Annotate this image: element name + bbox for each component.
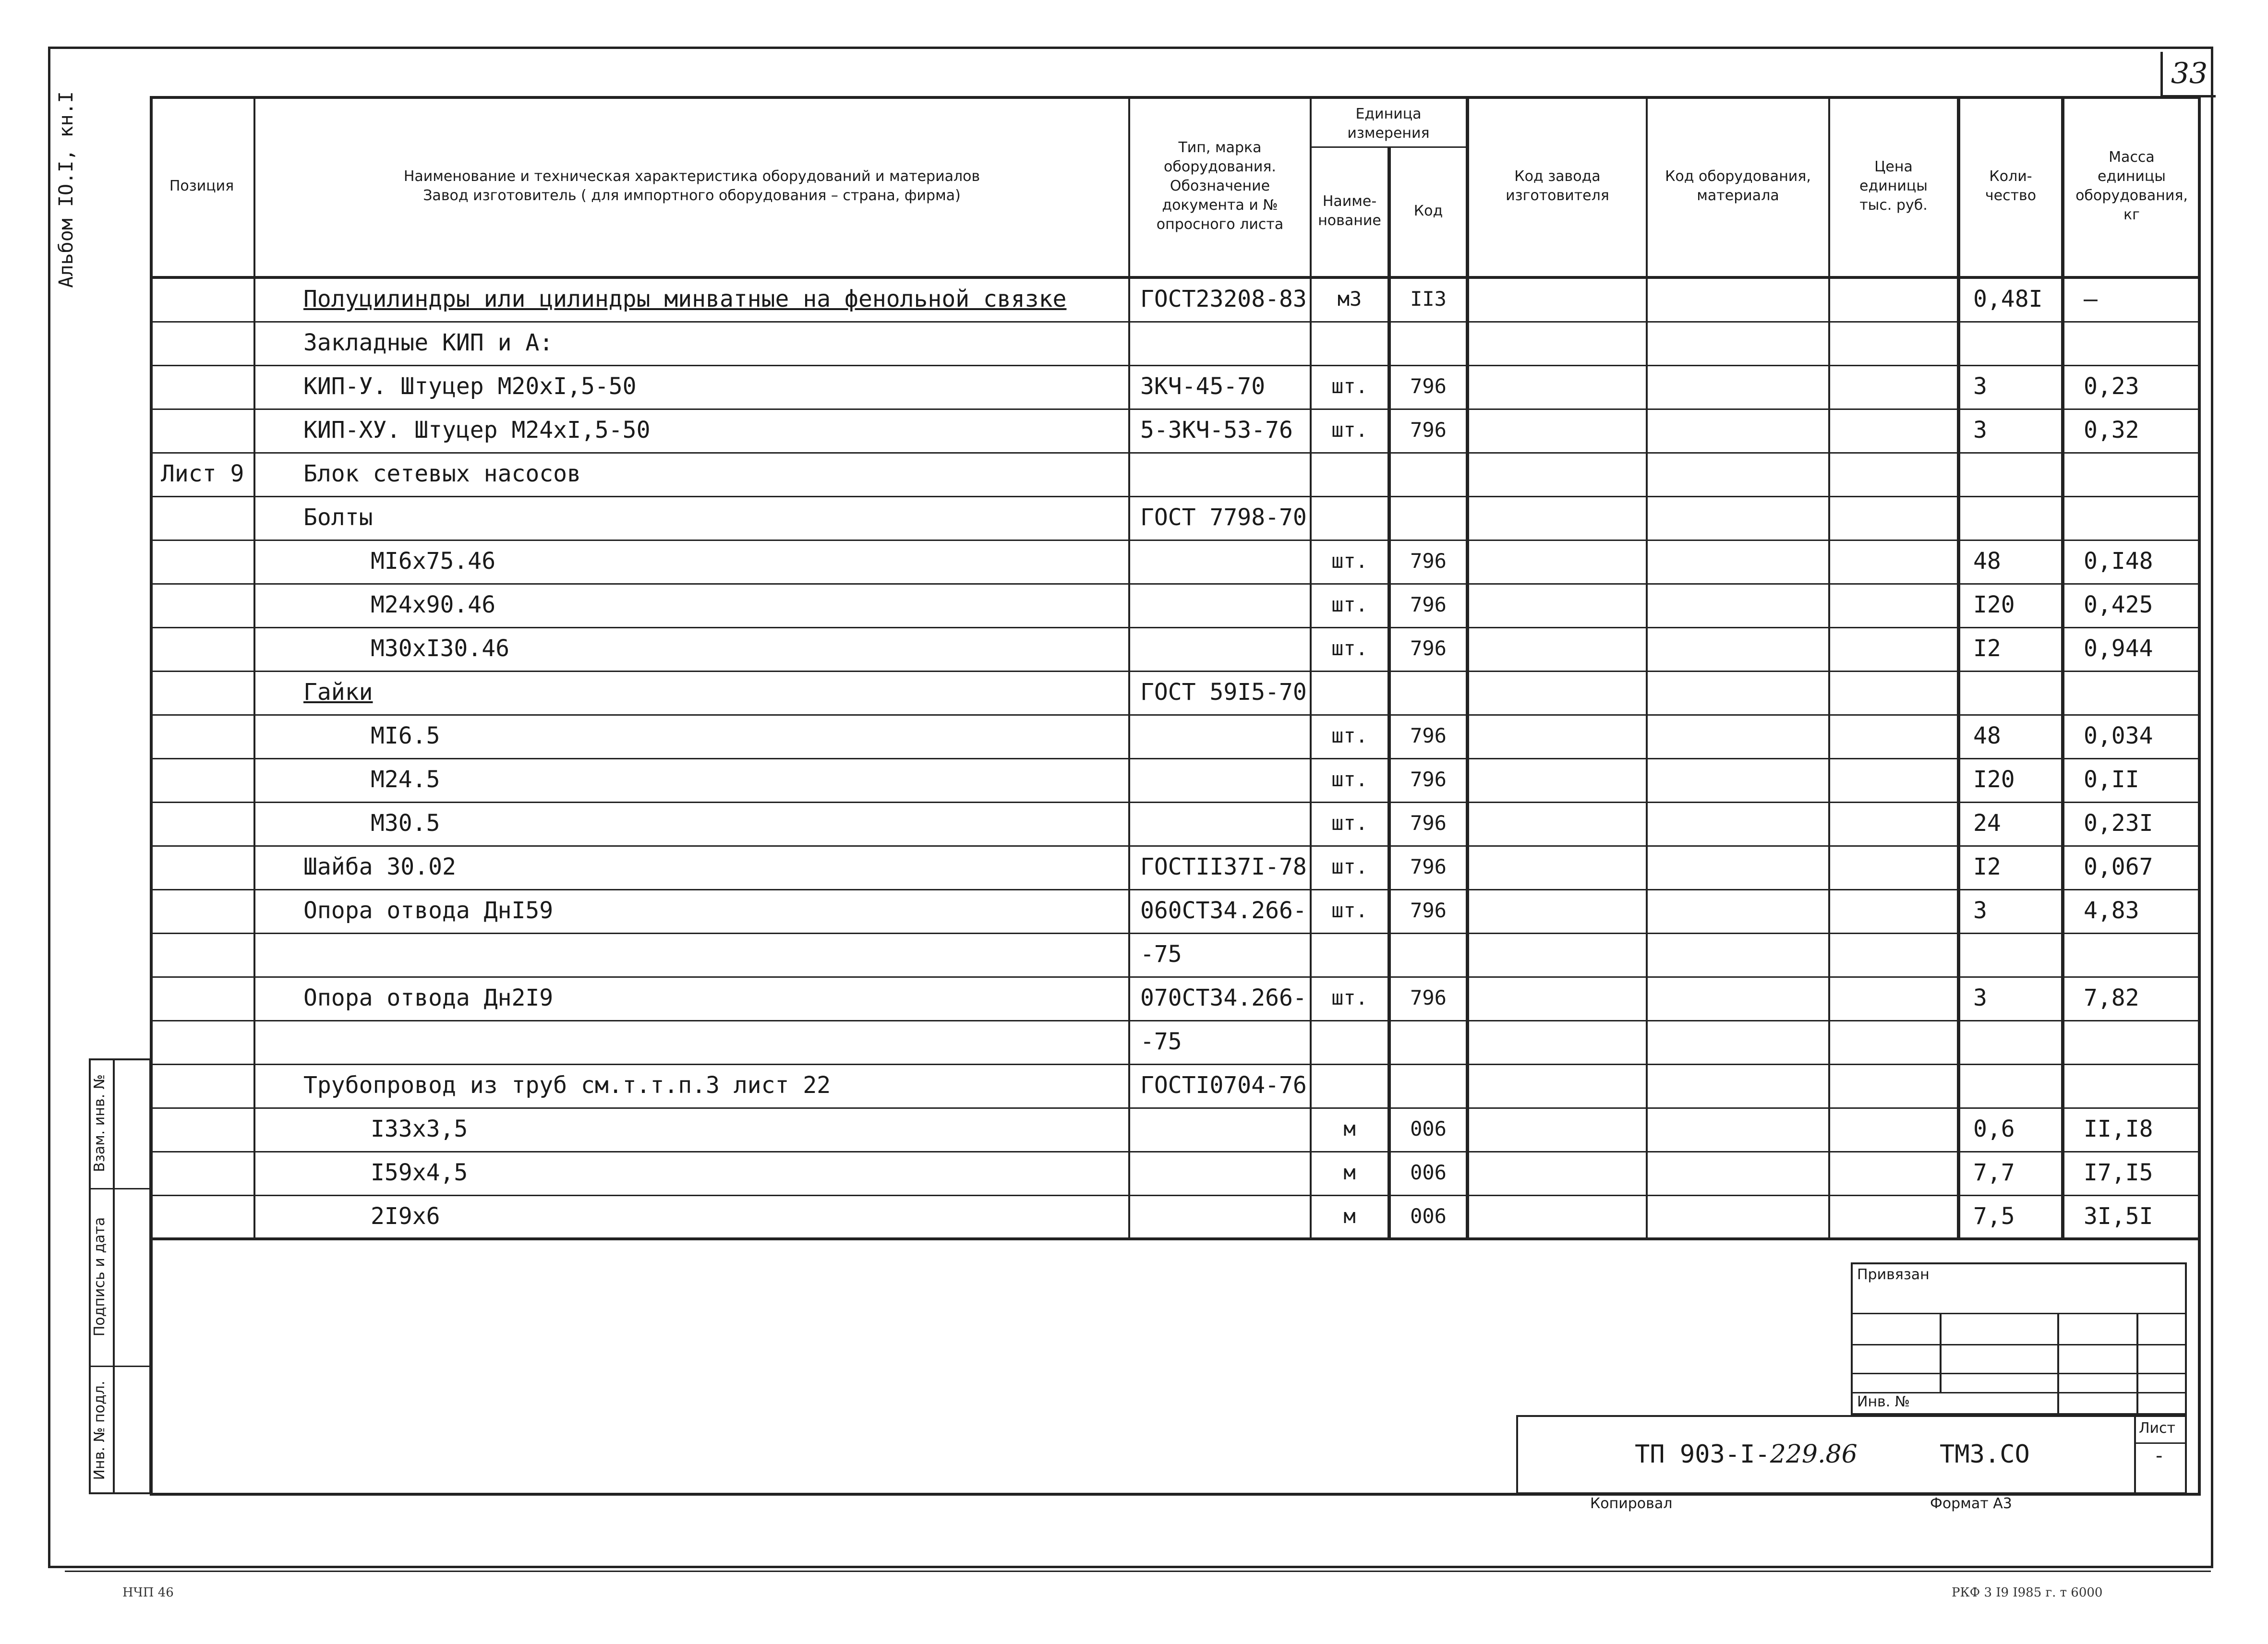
doc-number-hand: 229.86 [1770, 1440, 1858, 1469]
cell-pos [161, 933, 252, 976]
cell-pos [161, 321, 252, 364]
cell-unit [1312, 1020, 1387, 1063]
col-sep [1957, 96, 1960, 1238]
side-stamp-sep [113, 1058, 115, 1494]
cell-qty: I20 [1973, 591, 2015, 618]
cell-type: 070СТ34.266- [1140, 984, 1307, 1011]
cell-pos [161, 845, 252, 888]
privyazan-sep [2136, 1313, 2138, 1415]
cell-pos [161, 802, 252, 845]
cell-pos [161, 496, 252, 539]
cell-pos [161, 714, 252, 757]
cell-type [1140, 758, 1308, 801]
album-label: Альбом IO.I, кн.I [55, 91, 77, 288]
cell-qty: I2 [1973, 635, 2001, 662]
hdr-price: Цена единицы тыс. руб. [1859, 158, 1928, 214]
hdr-unit-name: Наиме- нование [1318, 193, 1381, 229]
cell-mass: 7,82 [2084, 984, 2139, 1011]
cell-name: Закладные КИП и А: [303, 329, 554, 356]
cell-code: 796 [1410, 593, 1447, 616]
cell-mass [2084, 452, 2204, 495]
cell-qty: 3 [1973, 897, 1987, 924]
cell-code: 796 [1410, 374, 1447, 398]
cell-pos [161, 1107, 252, 1151]
cell-type [1140, 627, 1308, 670]
cell-unit: шт. [1331, 899, 1368, 922]
cell-name: Болты [303, 504, 373, 531]
copied-label: Копировал [1590, 1495, 1673, 1512]
cell-unit: м [1343, 1117, 1356, 1140]
cell-code: 006 [1410, 1161, 1447, 1184]
format-label: Формат А3 [1930, 1495, 2012, 1512]
title-block-sep [2134, 1415, 2136, 1494]
cell-mass: 0,23 [2084, 373, 2139, 400]
cell-qty: 3 [1973, 373, 1987, 400]
cell-unit: шт. [1331, 549, 1368, 573]
cell-unit [1312, 496, 1387, 539]
cell-name: I59x4,5 [371, 1159, 468, 1186]
cell-code: 796 [1410, 768, 1447, 791]
cell-unit: м [1343, 1204, 1356, 1228]
cell-qty: I2 [1973, 853, 2001, 880]
cell-code: 006 [1410, 1117, 1447, 1140]
cell-mass: 0,23I [2084, 810, 2153, 837]
cell-qty: 0,6 [1973, 1116, 2015, 1142]
cell-qty: 24 [1973, 810, 2001, 837]
cell-name: MI6.5 [371, 722, 440, 749]
hdr-type: Тип, марка оборудования. Обозначение документа и № опросного листа [1156, 139, 1284, 233]
cell-unit: шт. [1331, 374, 1368, 398]
bottom-rule [65, 1571, 2211, 1572]
hdr-equip-code: Код оборудования, материала [1665, 168, 1811, 204]
cell-mass: I7,I5 [2084, 1159, 2153, 1186]
doc-number-print: ТП 903-I- [1635, 1440, 1770, 1469]
cell-name: 2I9x6 [371, 1203, 440, 1230]
cell-pos: Лист 9 [161, 460, 244, 487]
cell-qty [1973, 321, 2060, 364]
cell-type: ГОСТ23208-83 [1140, 286, 1307, 312]
doc-code: ТМЗ.СО [1940, 1440, 2030, 1469]
cell-qty [1973, 496, 2060, 539]
cell-pos [161, 1151, 252, 1194]
cell-code: 006 [1410, 1204, 1447, 1228]
cell-code [1391, 671, 1466, 714]
cell-mass: 0,425 [2084, 591, 2153, 618]
cell-pos [161, 540, 252, 583]
cell-unit: шт. [1331, 986, 1368, 1009]
cell-unit: шт. [1331, 855, 1368, 878]
cell-qty: 0,48I [1973, 286, 2043, 312]
cell-type [1140, 540, 1308, 583]
cell-pos [161, 976, 252, 1020]
side-stamp-inv-podl: Инв. № подл. [91, 1380, 108, 1480]
hdr-plant-code: Код завода изготовителя [1506, 168, 1609, 204]
cell-mass: 0,II [2084, 766, 2139, 793]
cell-qty [1973, 1064, 2060, 1107]
hdr-position: Позиция [169, 177, 234, 194]
cell-pos [161, 1020, 252, 1063]
cell-name: MI6x75.46 [371, 548, 496, 575]
cell-name: Опора отвода Дн2I9 [303, 984, 554, 1011]
cell-pos [161, 889, 252, 932]
cell-name: Трубопровод из труб см.т.т.п.3 лист 22 [303, 1072, 831, 1099]
cell-type: ГОСТ 59I5-70 [1140, 679, 1307, 706]
cell-type: 060СТ34.266- [1140, 897, 1307, 924]
cell-code [1391, 496, 1466, 539]
cell-pos [161, 408, 252, 452]
cell-code [1391, 452, 1466, 495]
cell-type: ГОСТII37I-78 [1140, 853, 1307, 880]
cell-mass: 0,32 [2084, 417, 2139, 444]
cell-type [1140, 714, 1308, 757]
cell-type: 3КЧ-45-70 [1140, 373, 1266, 400]
cell-mass: 3I,5I [2084, 1203, 2153, 1230]
cell-qty [1973, 933, 2060, 976]
cell-mass: 4,83 [2084, 897, 2139, 924]
cell-mass [2084, 671, 2204, 714]
cell-name: Гайки [303, 679, 373, 706]
cell-mass: – [2084, 286, 2098, 312]
cell-code: 796 [1410, 986, 1447, 1009]
hdr-name-line2: Завод изготовитель ( для импортного оборудования – страна, фирма) [423, 187, 961, 204]
cell-mass [2084, 496, 2204, 539]
cell-qty [1973, 671, 2060, 714]
cell-mass: 0,067 [2084, 853, 2153, 880]
cell-unit [1312, 671, 1387, 714]
cell-qty [1973, 1020, 2060, 1063]
cell-type [1140, 1107, 1308, 1151]
hdr-unit-code: Код [1413, 203, 1443, 219]
title-block-sep [2134, 1442, 2187, 1444]
cell-pos [161, 1195, 252, 1238]
cell-qty: I20 [1973, 766, 2015, 793]
cell-qty [1973, 452, 2060, 495]
cell-mass: 0,944 [2084, 635, 2153, 662]
cell-type: ГОСТI0704-76 [1140, 1072, 1307, 1099]
col-sep [1466, 96, 1469, 1238]
cell-name: M30.5 [371, 810, 440, 837]
cell-pos [161, 1064, 252, 1107]
cell-code [1391, 321, 1466, 364]
cell-type [1140, 1151, 1308, 1194]
cell-type: -75 [1140, 941, 1182, 968]
side-stamp-podpis: Подпись и дата [91, 1217, 108, 1337]
list-value: - [2156, 1445, 2163, 1467]
hdr-mass: Масса единицы оборудования, кг [2075, 148, 2188, 223]
privyazan-sep [2057, 1313, 2059, 1415]
cell-unit: шт. [1331, 768, 1368, 791]
cell-unit: шт. [1331, 724, 1368, 747]
doc-number [1635, 1440, 1858, 1469]
cell-code: 796 [1410, 549, 1447, 573]
cell-name [303, 1020, 1124, 1063]
cell-qty: 48 [1973, 722, 2001, 749]
cell-name: Шайба 30.02 [303, 853, 456, 880]
cell-type: ГОСТ 7798-70 [1140, 504, 1307, 531]
hdr-qty: Коли- чество [1985, 168, 2037, 204]
cell-pos [161, 365, 252, 408]
cell-qty: 3 [1973, 417, 1987, 444]
cell-qty: 3 [1973, 984, 1987, 1011]
cell-name: M24.5 [371, 766, 440, 793]
cell-code: 796 [1410, 636, 1447, 660]
cell-code [1391, 1064, 1466, 1107]
cell-code [1391, 1020, 1466, 1063]
cell-unit [1312, 933, 1387, 976]
cell-name: I33x3,5 [371, 1116, 468, 1142]
sheet-number: 33 [2160, 52, 2216, 97]
side-stamp-vzam: Взам. инв. № [91, 1074, 108, 1172]
cell-mass [2084, 321, 2204, 364]
cell-type [1140, 1195, 1308, 1238]
cell-pos [161, 758, 252, 801]
cell-name: Полуцилиндры или цилиндры минватные на фенольной связке [303, 286, 1067, 312]
hdr-name [255, 96, 1128, 276]
cell-code: 796 [1410, 899, 1447, 922]
inv-no-label: Инв. № [1857, 1393, 1910, 1410]
list-label: Лист [2139, 1420, 2176, 1437]
cell-mass [2084, 1020, 2204, 1063]
cell-code: II3 [1410, 287, 1447, 311]
cell-pos [161, 627, 252, 670]
cell-unit: шт. [1331, 636, 1368, 660]
cell-mass: II,I8 [2084, 1116, 2153, 1142]
cell-unit: шт. [1331, 811, 1368, 835]
cell-type: 5-3КЧ-53-76 [1140, 417, 1293, 444]
col-sep [2061, 96, 2064, 1238]
footer-right: РКФ 3 I9 I985 г. т 6000 [1952, 1585, 2103, 1600]
side-stamp-sep [89, 1188, 151, 1189]
cell-type [1140, 583, 1308, 626]
cell-unit: м [1343, 1161, 1356, 1184]
side-stamp-sep [89, 1366, 151, 1367]
cell-code [1391, 933, 1466, 976]
cell-code: 796 [1410, 855, 1447, 878]
cell-unit [1312, 452, 1387, 495]
cell-name [303, 933, 1124, 976]
cell-qty: 48 [1973, 548, 2001, 575]
cell-type [1140, 452, 1308, 495]
cell-name: КИП-У. Штуцер М20хI,5-50 [303, 373, 637, 400]
cell-type: -75 [1140, 1028, 1182, 1055]
cell-unit: шт. [1331, 593, 1368, 616]
cell-name: Опора отвода ДнI59 [303, 897, 554, 924]
cell-mass: 0,034 [2084, 722, 2153, 749]
cell-pos [161, 277, 252, 321]
cell-pos [161, 583, 252, 626]
footer-left: НЧП 46 [122, 1585, 174, 1600]
cell-mass [2084, 1064, 2204, 1107]
cell-name: M24x90.46 [371, 591, 496, 618]
col-sep [1387, 146, 1391, 1238]
hdr-name-line1: Наименование и техническая характеристика оборудований и материалов [403, 168, 980, 185]
cell-pos [161, 671, 252, 714]
cell-unit: шт. [1331, 418, 1368, 442]
cell-name: КИП-ХУ. Штуцер М24хI,5-50 [303, 417, 651, 444]
cell-name: M30xI30.46 [371, 635, 509, 662]
cell-code: 796 [1410, 811, 1447, 835]
cell-mass: 0,I48 [2084, 548, 2153, 575]
cell-mass [2084, 933, 2204, 976]
cell-type [1140, 321, 1308, 364]
cell-type [1140, 802, 1308, 845]
cell-unit [1312, 1064, 1387, 1107]
hdr-unit-group: Единица измерения [1347, 105, 1430, 142]
cell-unit: м3 [1337, 287, 1362, 311]
cell-code: 796 [1410, 724, 1447, 747]
cell-name: Блок сетевых насосов [303, 460, 581, 487]
cell-unit [1312, 321, 1387, 364]
cell-qty: 7,7 [1973, 1159, 2015, 1186]
cell-code: 796 [1410, 418, 1447, 442]
privyazan-label: Привязан [1857, 1266, 1930, 1283]
privyazan-sep [1940, 1313, 1942, 1392]
cell-qty: 7,5 [1973, 1203, 2015, 1230]
